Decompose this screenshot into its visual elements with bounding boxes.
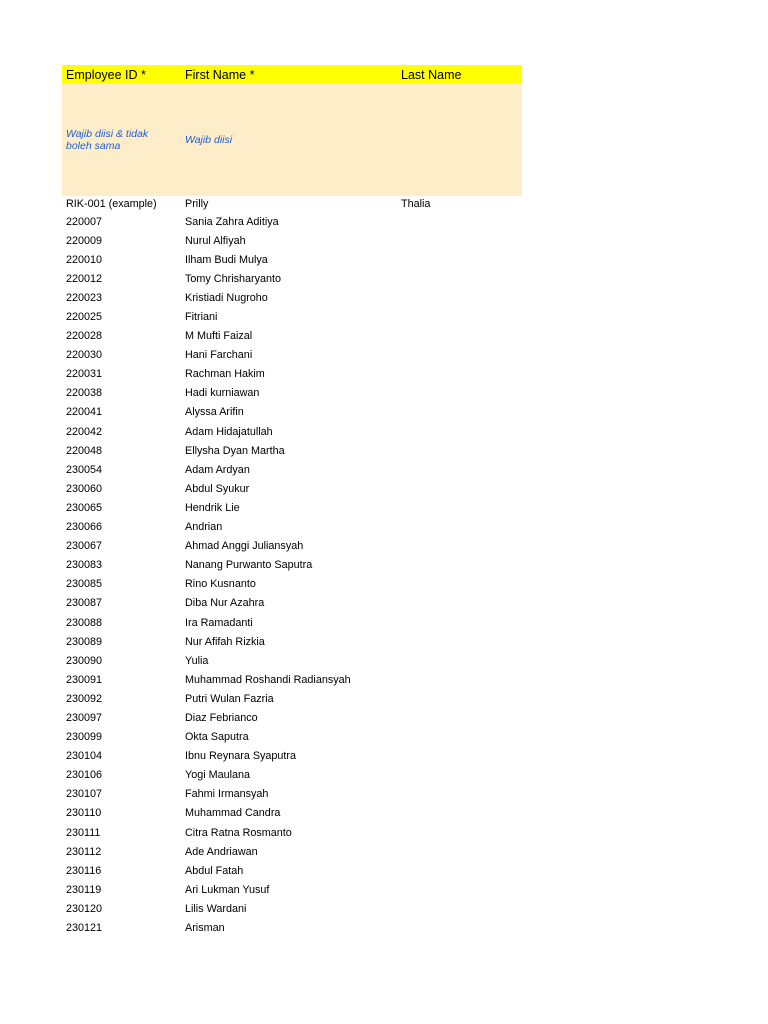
table-row xyxy=(62,441,522,460)
employee-id-cell[interactable]: 230060 xyxy=(66,482,103,495)
employee-id-cell[interactable]: 220048 xyxy=(66,444,103,457)
employee-id-cell[interactable]: 230083 xyxy=(66,559,103,572)
employee-id-cell[interactable]: 230085 xyxy=(66,578,103,591)
employee-id-cell[interactable]: 220042 xyxy=(66,425,103,438)
first-name-cell[interactable]: Okta Saputra xyxy=(185,731,249,744)
table-row xyxy=(62,479,522,498)
table-row xyxy=(62,288,522,307)
first-name-cell[interactable]: Alyssa Arifin xyxy=(185,406,244,419)
table-row xyxy=(62,346,522,365)
example-last-name-cell[interactable]: Thalia xyxy=(401,198,431,210)
table-row xyxy=(62,384,522,403)
table-row xyxy=(62,899,522,918)
employee-id-cell[interactable]: 230091 xyxy=(66,673,103,686)
note-employee-id[interactable]: Wajib diisi & tidak boleh sama xyxy=(66,128,149,152)
header-row xyxy=(62,65,522,84)
table-row xyxy=(62,670,522,689)
first-name-cell[interactable]: Ibnu Reynara Syaputra xyxy=(185,750,297,763)
first-name-cell[interactable]: Nanang Purwanto Saputra xyxy=(185,559,313,572)
employee-id-cell[interactable]: 220030 xyxy=(66,349,103,362)
employee-id-cell[interactable]: 220025 xyxy=(66,311,103,324)
first-name-cell[interactable]: Citra Ratna Rosmanto xyxy=(185,826,292,839)
employee-id-cell[interactable]: 230112 xyxy=(66,845,102,858)
employee-id-cell[interactable]: 230087 xyxy=(66,597,103,610)
employee-id-cell[interactable]: 230088 xyxy=(66,616,103,629)
first-name-cell[interactable]: Tomy Chrisharyanto xyxy=(185,272,282,285)
employee-rows xyxy=(62,212,522,938)
employee-id-cell[interactable]: 230120 xyxy=(66,902,103,915)
table-row xyxy=(62,212,522,231)
table-row xyxy=(62,651,522,670)
first-name-cell[interactable]: Yulia xyxy=(185,654,209,667)
employee-id-cell[interactable]: 230107 xyxy=(66,788,103,801)
table-row xyxy=(62,842,522,861)
table-row xyxy=(62,804,522,823)
first-name-cell[interactable]: Ade Andriawan xyxy=(185,845,258,858)
employee-sheet xyxy=(62,65,522,938)
employee-id-cell[interactable]: 230066 xyxy=(66,521,103,534)
table-row xyxy=(62,861,522,880)
employee-id-cell[interactable]: 220010 xyxy=(66,253,103,266)
employee-id-cell[interactable]: 230104 xyxy=(66,750,103,763)
first-name-cell[interactable]: Rino Kusnanto xyxy=(185,578,256,591)
first-name-cell[interactable]: Diaz Febrianco xyxy=(185,711,258,724)
employee-id-cell[interactable]: 230054 xyxy=(66,463,103,476)
table-row xyxy=(62,575,522,594)
employee-id-cell[interactable]: 220007 xyxy=(66,215,103,228)
employee-id-cell[interactable]: 220028 xyxy=(66,330,103,343)
first-name-cell[interactable]: Adam Hidajatullah xyxy=(185,425,273,438)
employee-id-cell[interactable]: 230110 xyxy=(66,807,102,820)
first-name-cell[interactable]: Nurul Alfiyah xyxy=(185,234,246,247)
table-row xyxy=(62,556,522,575)
table-row xyxy=(62,460,522,479)
employee-id-cell[interactable]: 220012 xyxy=(66,272,103,285)
example-first-name-cell[interactable]: Prilly xyxy=(185,198,209,210)
table-row xyxy=(62,327,522,346)
employee-id-cell[interactable]: 220031 xyxy=(66,368,103,381)
employee-id-cell[interactable]: 230092 xyxy=(66,692,103,705)
table-row xyxy=(62,689,522,708)
header-last-name[interactable]: Last Name xyxy=(401,67,462,82)
first-name-cell[interactable]: Ari Lukman Yusuf xyxy=(185,883,270,896)
first-name-cell[interactable]: Arisman xyxy=(185,922,225,935)
first-name-cell[interactable]: Nur Afifah Rizkia xyxy=(185,635,265,648)
table-row xyxy=(62,537,522,556)
first-name-cell[interactable]: Yogi Maulana xyxy=(185,769,251,782)
first-name-cell[interactable]: Fahmi Irmansyah xyxy=(185,788,269,801)
employee-id-cell[interactable]: 230067 xyxy=(66,540,103,553)
table-row xyxy=(62,403,522,422)
table-row xyxy=(62,708,522,727)
table-row xyxy=(62,307,522,326)
table-row xyxy=(62,766,522,785)
example-row xyxy=(62,196,522,212)
employee-id-cell[interactable]: 220023 xyxy=(66,291,103,304)
first-name-cell[interactable]: Ellysha Dyan Martha xyxy=(185,444,285,457)
table-row xyxy=(62,231,522,250)
first-name-cell[interactable]: Hendrik Lie xyxy=(185,501,240,514)
table-row xyxy=(62,518,522,537)
table-row xyxy=(62,785,522,804)
table-row xyxy=(62,632,522,651)
first-name-cell[interactable]: Hadi kurniawan xyxy=(185,387,260,400)
employee-id-cell[interactable]: 230099 xyxy=(66,731,103,744)
employee-id-cell[interactable]: 220038 xyxy=(66,387,103,400)
note-first-name[interactable]: Wajib diisi xyxy=(185,134,233,146)
table-row xyxy=(62,823,522,842)
first-name-cell[interactable]: Fitriani xyxy=(185,311,218,324)
table-row xyxy=(62,728,522,747)
table-row xyxy=(62,747,522,766)
first-name-cell[interactable]: Ilham Budi Mulya xyxy=(185,253,268,266)
data-rows xyxy=(62,196,522,938)
table-row xyxy=(62,498,522,517)
first-name-cell[interactable]: Kristiadi Nugroho xyxy=(185,291,268,304)
first-name-cell[interactable]: Putri Wulan Fazria xyxy=(185,692,274,705)
first-name-cell[interactable]: Abdul Syukur xyxy=(185,482,250,495)
header-first-name[interactable]: First Name * xyxy=(185,67,255,82)
first-name-cell[interactable]: Rachman Hakim xyxy=(185,368,265,381)
first-name-cell[interactable]: M Mufti Faizal xyxy=(185,330,253,343)
table-row xyxy=(62,613,522,632)
employee-id-cell[interactable]: 230090 xyxy=(66,654,103,667)
table-row xyxy=(62,269,522,288)
first-name-cell[interactable]: Lilis Wardani xyxy=(185,902,247,915)
employee-id-cell[interactable]: 220009 xyxy=(66,234,103,247)
employee-id-cell[interactable]: 230106 xyxy=(66,769,103,782)
first-name-cell[interactable]: Andrian xyxy=(185,521,223,534)
header-employee-id[interactable]: Employee ID * xyxy=(66,67,146,82)
employee-id-cell[interactable]: 230116 xyxy=(66,864,102,877)
table-row xyxy=(62,422,522,441)
instruction-row xyxy=(62,84,522,196)
first-name-cell[interactable]: Muhammad Candra xyxy=(185,807,281,820)
first-name-cell[interactable]: Hani Farchani xyxy=(185,349,253,362)
table-row xyxy=(62,880,522,899)
first-name-cell[interactable]: Ahmad Anggi Juliansyah xyxy=(185,540,304,553)
employee-id-cell[interactable]: 230111 xyxy=(66,826,101,839)
employee-id-cell[interactable]: 230089 xyxy=(66,635,103,648)
example-id-cell[interactable]: RIK-001 (example) xyxy=(66,198,157,210)
employee-id-cell[interactable]: 220041 xyxy=(66,406,103,419)
employee-id-cell[interactable]: 230121 xyxy=(66,922,103,935)
table-row xyxy=(62,594,522,613)
first-name-cell[interactable]: Diba Nur Azahra xyxy=(185,597,265,610)
table-row xyxy=(62,918,522,937)
employee-id-cell[interactable]: 230097 xyxy=(66,711,103,724)
table-row xyxy=(62,365,522,384)
table-row xyxy=(62,250,522,269)
first-name-cell[interactable]: Ira Ramadanti xyxy=(185,616,253,629)
first-name-cell[interactable]: Abdul Fatah xyxy=(185,864,244,877)
first-name-cell[interactable]: Muhammad Roshandi Radiansyah xyxy=(185,673,351,686)
employee-id-cell[interactable]: 230065 xyxy=(66,501,103,514)
first-name-cell[interactable]: Adam Ardyan xyxy=(185,463,250,476)
employee-id-cell[interactable]: 230119 xyxy=(66,883,102,896)
first-name-cell[interactable]: Sania Zahra Aditiya xyxy=(185,215,279,228)
